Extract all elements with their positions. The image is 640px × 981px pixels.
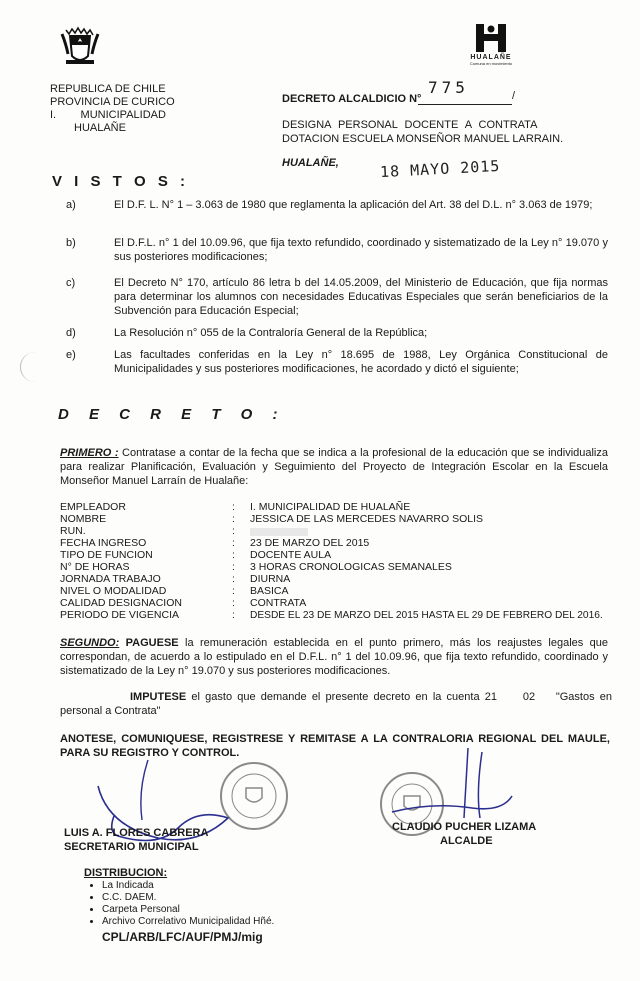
segundo-paragraph bbox=[60, 636, 608, 678]
field-value: DOCENTE AULA bbox=[250, 549, 332, 561]
visto-item-b bbox=[66, 236, 606, 266]
distribucion-item: • Archivo Correlativo Municipalidad Hñé. bbox=[102, 916, 274, 928]
visto-letter: a) bbox=[66, 199, 76, 211]
segundo-text: la remuneración establecida en el punto primero, más los reajustes legales que correspondan, de acuerdo a lo estipulado en el D.F.L. n° 1 del 10.09.96, que fija texto refundido, coordinado y sistematizado de la Ley n° 19.070 y sus posteriores modificaciones. bbox=[60, 637, 609, 677]
segundo-label: SEGUNDO: bbox=[60, 637, 120, 649]
imputese-bold: IMPUTESE bbox=[130, 691, 187, 703]
primero-paragraph bbox=[60, 446, 608, 488]
field-value: BASICA bbox=[250, 585, 289, 597]
field-value: 3 HORAS CRONOLOGICAS SEMANALES bbox=[250, 561, 452, 573]
field-row: EMPLEADOR : I. MUNICIPALIDAD DE HUALAÑE bbox=[60, 501, 411, 513]
field-row: FECHA INGRESO : 23 DE MARZO DEL 2015 bbox=[60, 537, 370, 549]
visto-text: La Resolución n° 055 de la Contraloría General de la República; bbox=[114, 327, 428, 339]
header-institution bbox=[50, 82, 220, 135]
imputese-text: el gasto que demande el presente decreto en la cuenta 21 02 "Gastos en personal a Contrata" bbox=[60, 691, 616, 717]
vistos-heading: V I S T O S : bbox=[52, 173, 190, 190]
header-line-province: PROVINCIA DE CURICO bbox=[50, 96, 175, 108]
hualane-logo-mark bbox=[468, 22, 518, 54]
decree-date-stamp: 18 MAYO 2015 bbox=[379, 156, 501, 182]
field-row: PERIODO DE VIGENCIA : DESDE EL 23 DE MARZO DEL 2015 HASTA EL 29 DE FEBRERO DEL 2016. bbox=[60, 609, 603, 621]
decree-subject bbox=[282, 118, 582, 146]
header-line-country: REPUBLICA DE CHILE bbox=[50, 83, 166, 95]
hualane-logo-text: HUALAÑE bbox=[470, 54, 512, 61]
primero-text: Contratase a contar de la fecha que se indica a la profesional de la educación que se individualiza para realizar Planificación, Evaluación y Seguimiento del Proyecto de Integración Escolar en la Escuela Monseñor Manuel Larraín de Hualañe: bbox=[60, 447, 608, 487]
imputese-paragraph bbox=[60, 690, 616, 718]
decree-place: HUALAÑE, bbox=[282, 157, 339, 169]
distribucion-item: • La Indicada bbox=[102, 880, 274, 892]
anotese-paragraph: ANOTESE, COMUNIQUESE, REGISTRESE Y REMITASE A LA CONTRALORIA REGIONAL DEL MAULE, PARA SU REGISTRO Y CONTROL. bbox=[60, 733, 610, 759]
field-row: JORNADA TRABAJO : DIURNA bbox=[60, 573, 291, 585]
distribucion-item: • C.C. DAEM. bbox=[102, 892, 274, 904]
margin-hole-mark bbox=[20, 352, 37, 382]
header-line-municipality: I. MUNICIPALIDAD bbox=[50, 109, 166, 121]
secretary-title: SECRETARIO MUNICIPAL bbox=[64, 841, 199, 853]
field-key: CALIDAD DESIGNACION bbox=[60, 597, 182, 609]
visto-item-c bbox=[66, 276, 606, 320]
distribucion-heading: DISTRIBUCION: bbox=[84, 867, 168, 879]
field-key: JORNADA TRABAJO bbox=[60, 573, 161, 585]
field-key: RUN. bbox=[60, 525, 86, 537]
segundo-bold: PAGUESE bbox=[119, 637, 179, 649]
visto-text: El D.F.L. n° 1 del 10.09.96, que fija texto refundido, coordinado y sistematizado de la Ley n° 19.070 y sus posteriores modificaciones; bbox=[114, 237, 608, 263]
visto-letter: b) bbox=[66, 237, 76, 249]
decree-number: 775 bbox=[428, 78, 469, 97]
hualane-logo bbox=[468, 22, 518, 74]
distribucion-initials: CPL/ARB/LFC/AUF/PMJ/mig bbox=[102, 930, 263, 944]
visto-item-e bbox=[66, 348, 606, 378]
field-value: I. MUNICIPALIDAD DE HUALAÑE bbox=[250, 501, 411, 513]
field-value: JESSICA DE LAS MERCEDES NAVARRO SOLIS bbox=[250, 513, 484, 525]
decreto-heading: D E C R E T O : bbox=[58, 406, 286, 423]
field-key: NOMBRE bbox=[60, 513, 107, 525]
field-row: NIVEL O MODALIDAD : BASICA bbox=[60, 585, 289, 597]
distribucion-list bbox=[88, 880, 274, 928]
mayor-name: CLAUDIO PUCHER LIZAMA bbox=[392, 821, 537, 833]
visto-text: El Decreto N° 170, artículo 86 letra b del 14.05.2009, del Ministerio de Educación, que fija normas para determinar los alumnos con necesidades Educativas Especiales que serán beneficiarios de la Subvención para Educación Especial; bbox=[114, 277, 608, 317]
field-value: DIURNA bbox=[250, 573, 291, 585]
field-value: 23 DE MARZO DEL 2015 bbox=[250, 537, 370, 549]
coat-of-arms-logo bbox=[58, 26, 102, 68]
distribucion-item: • Carpeta Personal bbox=[102, 904, 274, 916]
field-value: DESDE EL 23 DE MARZO DEL 2015 HASTA EL 29 DE FEBRERO DEL 2016. bbox=[250, 610, 603, 621]
field-row: N° DE HORAS : 3 HORAS CRONOLOGICAS SEMANALES bbox=[60, 561, 452, 573]
mayor-title: ALCALDE bbox=[440, 835, 493, 847]
visto-item-d bbox=[66, 326, 606, 342]
field-key: EMPLEADOR bbox=[60, 501, 126, 513]
field-row: TIPO DE FUNCION : DOCENTE AULA bbox=[60, 549, 332, 561]
visto-text: El D.F. L. N° 1 – 3.063 de 1980 que reglamenta la aplicación del Art. 38 del D.L. n° 3.063 de 1979; bbox=[114, 199, 593, 211]
field-key: N° DE HORAS bbox=[60, 561, 130, 573]
field-key: NIVEL O MODALIDAD bbox=[60, 585, 167, 597]
field-key: TIPO DE FUNCION bbox=[60, 549, 153, 561]
field-row: RUN. : bbox=[60, 526, 640, 537]
secretary-name: LUIS A. FLORES CABRERA bbox=[64, 827, 209, 839]
header-line-town: HUALAÑE bbox=[74, 122, 126, 134]
field-row: CALIDAD DESIGNACION : CONTRATA bbox=[60, 597, 307, 609]
visto-letter: d) bbox=[66, 327, 76, 339]
field-row: NOMBRE : JESSICA DE LAS MERCEDES NAVARRO SOLIS bbox=[60, 513, 484, 525]
visto-letter: c) bbox=[66, 277, 76, 289]
visto-letter: e) bbox=[66, 349, 76, 361]
subject-line-1: DESIGNA PERSONAL DOCENTE A CONTRATA bbox=[282, 119, 538, 131]
decree-number-line: DECRETO ALCALDICIO N° 775 / bbox=[282, 78, 516, 105]
field-key: PERIODO DE VIGENCIA bbox=[60, 609, 180, 621]
hualane-logo-subtext: Comuna en movimiento bbox=[469, 61, 513, 66]
subject-line-2: DOTACION ESCUELA MONSEÑOR MANUEL LARRAIN. bbox=[282, 133, 564, 145]
field-key: FECHA INGRESO bbox=[60, 537, 147, 549]
field-value: CONTRATA bbox=[250, 597, 307, 609]
field-value-redacted bbox=[250, 528, 308, 536]
primero-label: PRIMERO : bbox=[60, 447, 119, 459]
visto-item-a bbox=[66, 198, 606, 228]
decree-label: DECRETO ALCALDICIO N° bbox=[282, 93, 422, 105]
visto-text: Las facultades conferidas en la Ley n° 18.695 de 1988, Ley Orgánica Constitucional de Municipalidades y sus posteriores modificaciones, he acordado y dictó el siguiente; bbox=[114, 349, 608, 375]
employee-fields bbox=[0, 502, 640, 626]
